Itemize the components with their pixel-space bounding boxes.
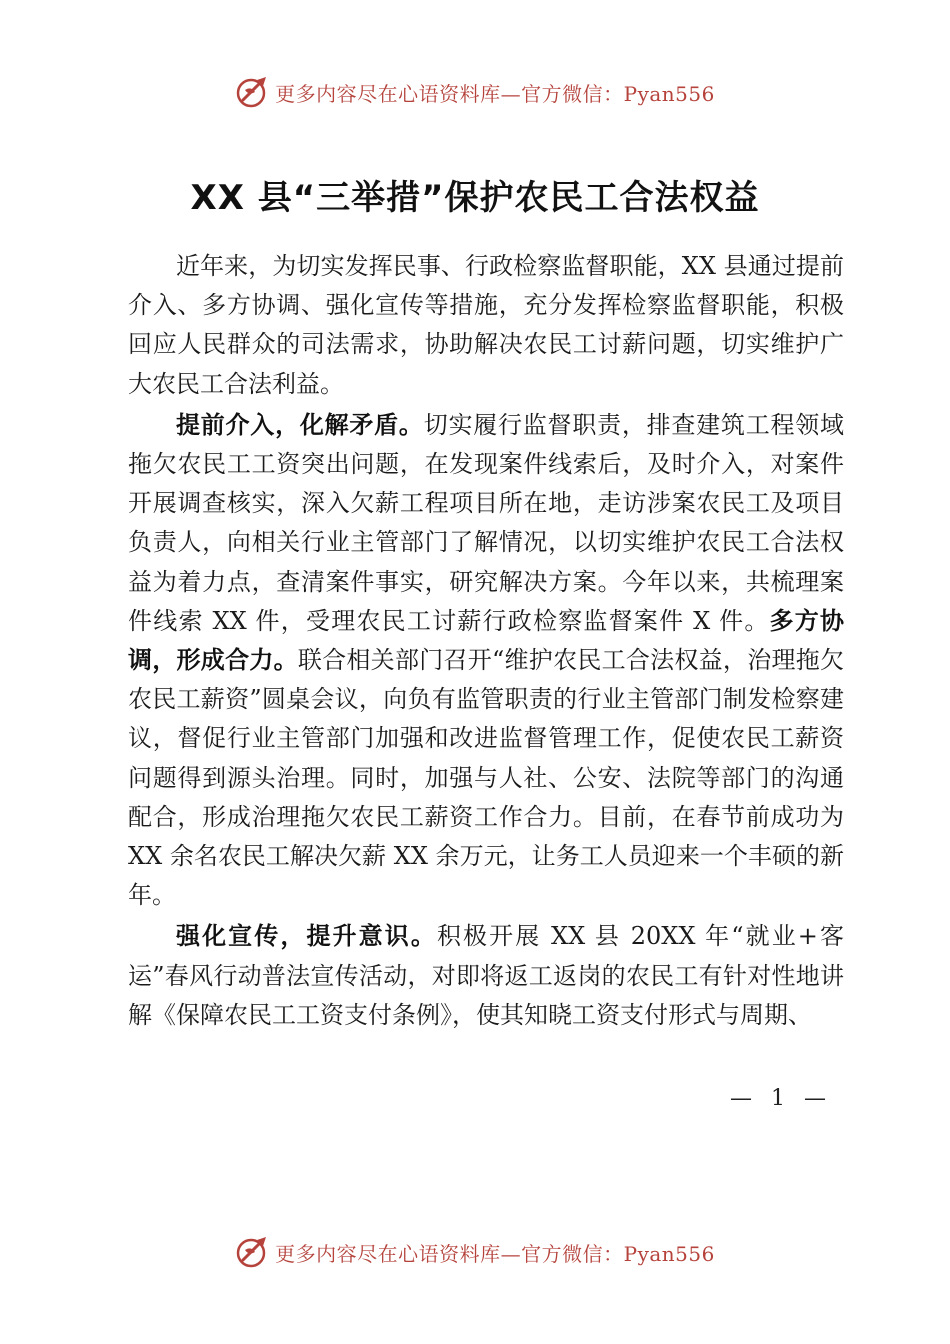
watermark-text: 更多内容尽在心语资料库—官方微信：Pyan556: [275, 81, 715, 106]
pen-scroll-logo-icon: [235, 1234, 271, 1270]
section-heading-3: 强化宣传，提升意识。: [176, 922, 437, 951]
section-paragraph-3: [128, 917, 844, 1035]
section-text-1: 切实履行监督职责，排查建筑工程领域拖欠农民工工资突出问题，在发现案件线索后，及时介入，对案件开展调查核实，深入欠薪工程项目所在地，走访涉案农民工及项目负责人，向相关行业主管部门了解情况，以切实维护农民工合法权益为着力点，查清案件事实，研究解决方案。今年以来，共梳理案件线索 XX 件，受理农民工讨薪行政检察监督案件 X 件。: [128, 410, 845, 635]
pen-scroll-logo-icon: [235, 74, 271, 110]
document-body: [128, 247, 844, 1035]
watermark-text: 更多内容尽在心语资料库—官方微信：Pyan556: [275, 1241, 715, 1266]
document-title: XX 县“三举措”保护农民工合法权益: [190, 178, 760, 218]
watermark-banner-bottom: [0, 1230, 950, 1274]
section-text-2: 联合相关部门召开“维护农民工合法权益，治理拖欠农民工薪资”圆桌会议，向负有监管职责的行业主管部门制发检察建议，督促行业主管部门加强和改进监督管理工作，促使农民工薪资问题得到源头治理。同时，加强与人社、公安、法院等部门的沟通配合，形成治理拖欠农民工薪资工作合力。目前，在春节前成功为 XX 余名农民工解决欠薪 XX 余万元，让务工人员迎来一个丰硕的新年。: [128, 646, 844, 910]
section-heading-1: 提前介入，化解矛盾。: [176, 410, 424, 439]
watermark-banner-top: [0, 70, 950, 114]
section-paragraph-1: [128, 406, 844, 916]
intro-paragraph: 近年来，为切实发挥民事、行政检察监督职能，XX 县通过提前介入、多方协调、强化宣传等措施，充分发挥检察监督职能，积极回应人民群众的司法需求，协助解决农民工讨薪问题，切实维护广大农民工合法利益。: [128, 252, 844, 398]
section-heading-2: 多方协调，形成合力。: [128, 606, 844, 675]
page-number: — 1 —: [730, 1086, 832, 1111]
section-text-3: 积极开展 XX 县 20XX 年“就业+客运”春风行动普法宣传活动，对即将返工返岗的农民工有针对性地讲解《保障农民工工资支付条例》，使其知晓工资支付形式与周期、: [128, 922, 845, 1029]
